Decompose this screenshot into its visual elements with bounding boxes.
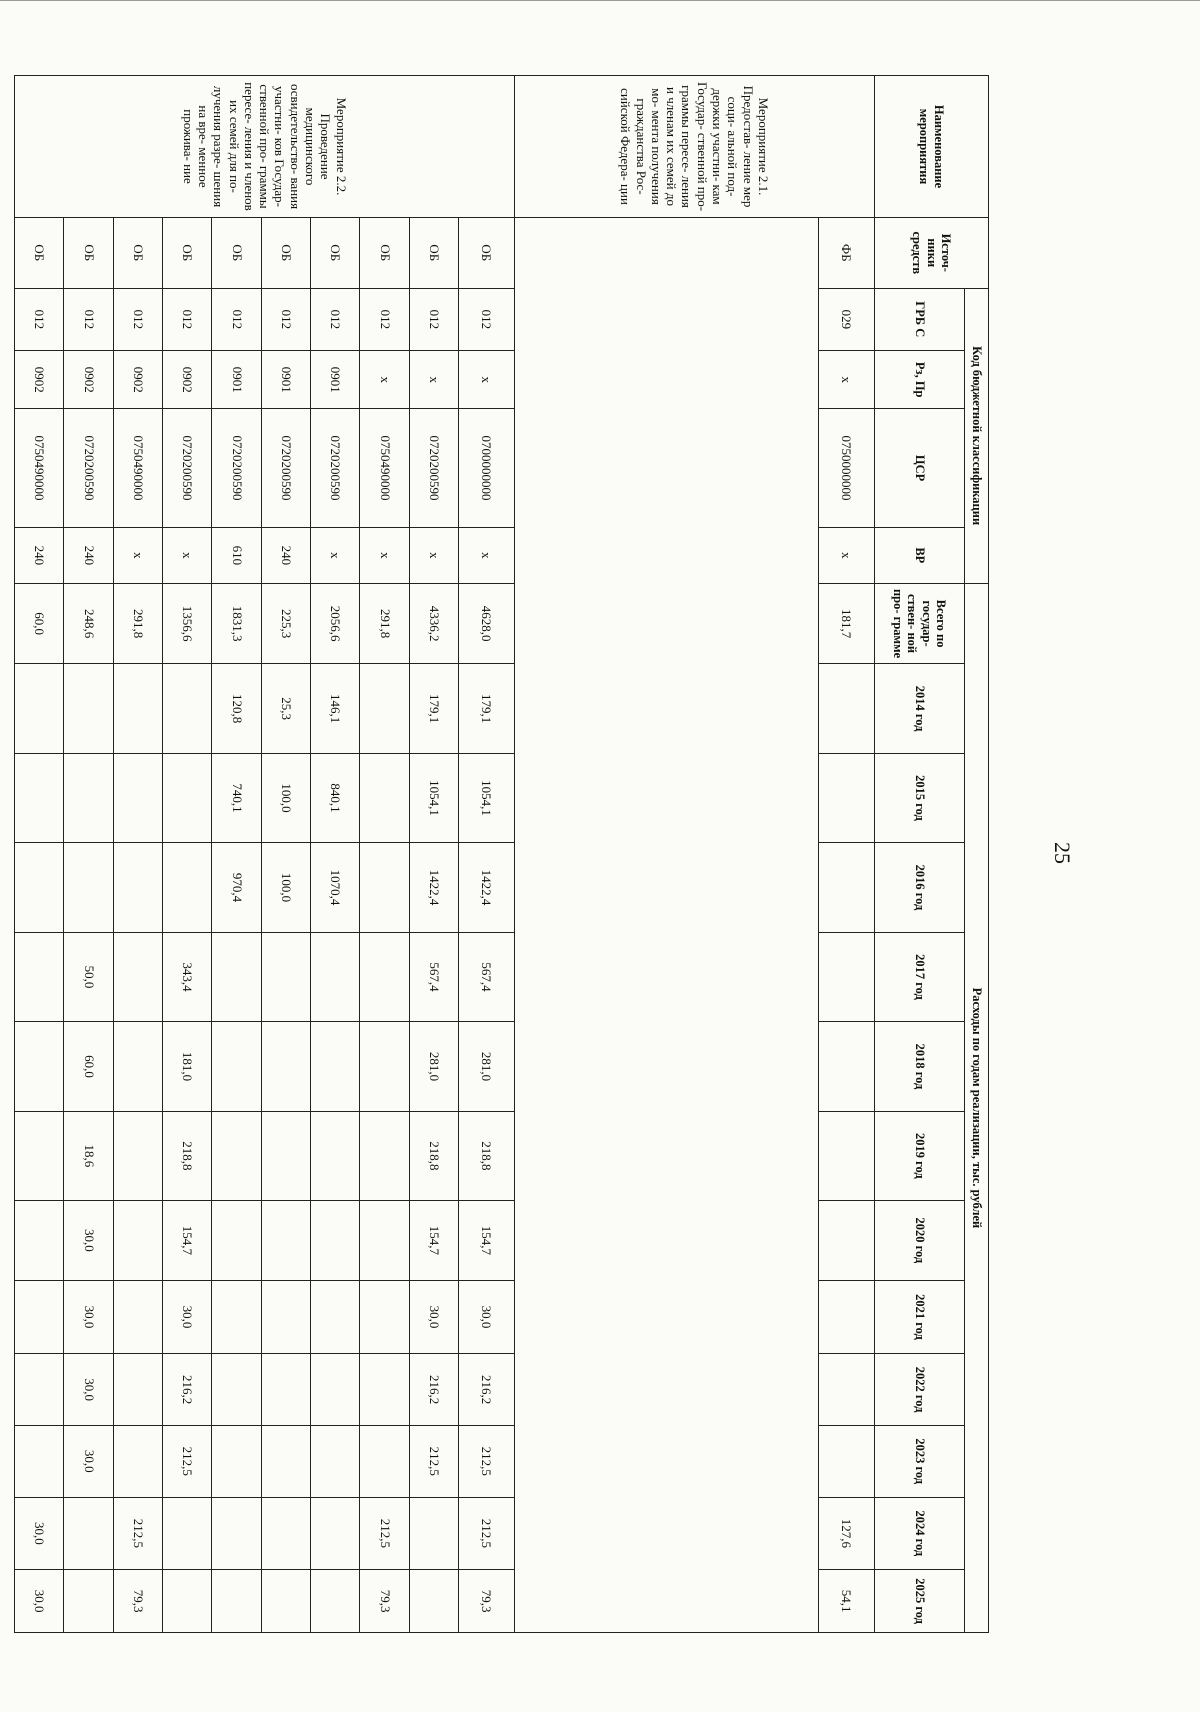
cell-year: 740,1 <box>212 753 261 842</box>
header-year: 2016 год <box>875 843 965 932</box>
cell-year: 216,2 <box>163 1354 212 1426</box>
cell-grbs: 012 <box>163 288 212 351</box>
cell-year <box>360 1425 409 1497</box>
cell-rzpr: 0902 <box>64 351 113 409</box>
page-number: 25 <box>1050 842 1075 864</box>
cell-year: 281,0 <box>459 1022 515 1111</box>
cell-year <box>64 843 113 932</box>
cell-year: 343,4 <box>163 932 212 1021</box>
cell-vr: x <box>311 527 360 583</box>
cell-year: 212,5 <box>360 1497 409 1570</box>
cell-year: 179,1 <box>459 664 515 753</box>
cell-total: 1356,6 <box>163 583 212 664</box>
cell-year <box>212 932 261 1021</box>
cell-year: 154,7 <box>409 1201 458 1280</box>
table-row <box>113 76 162 1633</box>
header-funding-source: Источ- ники средств <box>875 218 989 288</box>
cell-total: 181,7 <box>819 583 875 664</box>
cell-vr: x <box>113 527 162 583</box>
cell-year: 50,0 <box>64 932 113 1021</box>
cell-year <box>261 1354 310 1426</box>
cell-vr: x <box>163 527 212 583</box>
header-year: 2019 год <box>875 1111 965 1200</box>
cell-csr: 0720200590 <box>311 409 360 528</box>
cell-year: 970,4 <box>212 843 261 932</box>
header-event-name: Наименование мероприятия <box>875 76 989 218</box>
cell-year <box>15 1354 64 1426</box>
cell-year: 30,0 <box>163 1280 212 1354</box>
cell-year <box>113 664 162 753</box>
cell-year: 1070,4 <box>311 843 360 932</box>
cell-year <box>360 932 409 1021</box>
cell-rzpr: x <box>459 351 515 409</box>
cell-year <box>409 1570 458 1633</box>
cell-year: 1422,4 <box>459 843 515 932</box>
cell-year <box>311 1497 360 1570</box>
cell-rzpr: 0901 <box>212 351 261 409</box>
cell-vr: x <box>459 527 515 583</box>
cell-year <box>15 753 64 842</box>
cell-year <box>113 1022 162 1111</box>
cell-year: 30,0 <box>409 1280 458 1354</box>
cell-year <box>360 664 409 753</box>
cell-year <box>212 1022 261 1111</box>
cell-year <box>15 1201 64 1280</box>
budget-table <box>14 75 989 1633</box>
cell-source: ОБ <box>459 218 515 288</box>
cell-year: 212,5 <box>459 1497 515 1570</box>
cell-year <box>64 753 113 842</box>
cell-year: 567,4 <box>409 932 458 1021</box>
cell-year <box>163 1497 212 1570</box>
cell-year: 127,6 <box>819 1497 875 1570</box>
cell-year: 25,3 <box>261 664 310 753</box>
cell-year: 120,8 <box>212 664 261 753</box>
cell-year: 1422,4 <box>409 843 458 932</box>
cell-rzpr: 0902 <box>113 351 162 409</box>
cell-rzpr: x <box>819 351 875 409</box>
cell-source: ОБ <box>360 218 409 288</box>
cell-year <box>15 1425 64 1497</box>
cell-total: 4628,0 <box>459 583 515 664</box>
cell-rzpr: 0902 <box>15 351 64 409</box>
cell-year: 79,3 <box>360 1570 409 1633</box>
cell-year <box>261 1111 310 1200</box>
cell-source: ОБ <box>64 218 113 288</box>
cell-csr: 0750490000 <box>113 409 162 528</box>
cell-year: 567,4 <box>459 932 515 1021</box>
cell-total: 291,8 <box>360 583 409 664</box>
header-grbs: ГРБ С <box>875 288 965 351</box>
header-year: 2014 год <box>875 664 965 753</box>
cell-year <box>15 1280 64 1354</box>
cell-year <box>819 1111 875 1200</box>
cell-year: 1054,1 <box>459 753 515 842</box>
cell-year <box>64 664 113 753</box>
cell-year: 30,0 <box>64 1280 113 1354</box>
cell-year <box>261 932 310 1021</box>
cell-year: 216,2 <box>459 1354 515 1426</box>
cell-vr: 610 <box>212 527 261 583</box>
cell-year: 212,5 <box>459 1425 515 1497</box>
cell-year <box>113 1201 162 1280</box>
cell-year <box>15 843 64 932</box>
header-year: 2021 год <box>875 1280 965 1354</box>
table-row <box>212 76 261 1633</box>
header-expenses: Расходы по годам реализации, тыс. рублей <box>965 583 989 1632</box>
cell-year: 30,0 <box>64 1425 113 1497</box>
cell-csr: 0720200590 <box>409 409 458 528</box>
header-total: Всего по государ- ствен- ной про- грамме <box>875 583 965 664</box>
cell-total: 225,3 <box>261 583 310 664</box>
cell-source: ОБ <box>311 218 360 288</box>
cell-year: 212,5 <box>163 1425 212 1497</box>
header-year: 2023 год <box>875 1425 965 1497</box>
cell-year <box>163 1570 212 1633</box>
cell-year <box>409 1497 458 1570</box>
cell-source: ОБ <box>409 218 458 288</box>
cell-year <box>15 932 64 1021</box>
cell-year <box>311 1022 360 1111</box>
cell-total: 60,0 <box>15 583 64 664</box>
header-year: 2022 год <box>875 1354 965 1426</box>
cell-year: 60,0 <box>64 1022 113 1111</box>
header-year: 2018 год <box>875 1022 965 1111</box>
cell-year <box>360 843 409 932</box>
header-year: 2024 год <box>875 1497 965 1570</box>
cell-year: 1054,1 <box>409 753 458 842</box>
cell-year <box>360 1111 409 1200</box>
cell-year: 218,8 <box>459 1111 515 1200</box>
cell-rzpr: x <box>409 351 458 409</box>
cell-year <box>819 932 875 1021</box>
cell-year: 840,1 <box>311 753 360 842</box>
cell-year <box>261 1570 310 1633</box>
cell-vr: 240 <box>64 527 113 583</box>
cell-year <box>360 1022 409 1111</box>
cell-year <box>261 1280 310 1354</box>
cell-year <box>360 753 409 842</box>
cell-total: 248,6 <box>64 583 113 664</box>
cell-source: ОБ <box>15 218 64 288</box>
cell-year: 212,5 <box>113 1497 162 1570</box>
cell-grbs: 012 <box>360 288 409 351</box>
cell-source: ОБ <box>261 218 310 288</box>
cell-rzpr: x <box>360 351 409 409</box>
blank-cell <box>515 218 819 1633</box>
cell-year <box>819 1201 875 1280</box>
cell-year: 30,0 <box>459 1280 515 1354</box>
cell-vr: x <box>409 527 458 583</box>
cell-year <box>360 1201 409 1280</box>
cell-year <box>360 1280 409 1354</box>
cell-grbs: 012 <box>409 288 458 351</box>
cell-year <box>819 753 875 842</box>
cell-year <box>212 1111 261 1200</box>
cell-grbs: 012 <box>212 288 261 351</box>
cell-year: 281,0 <box>409 1022 458 1111</box>
header-year: 2020 год <box>875 1201 965 1280</box>
cell-year <box>64 1497 113 1570</box>
table-row <box>360 76 409 1633</box>
cell-year: 212,5 <box>409 1425 458 1497</box>
cell-vr: 240 <box>15 527 64 583</box>
table-row <box>409 76 458 1633</box>
cell-year: 30,0 <box>15 1497 64 1570</box>
cell-year <box>261 1425 310 1497</box>
cell-rzpr: 0901 <box>311 351 360 409</box>
table-row <box>15 76 64 1633</box>
cell-year <box>113 1111 162 1200</box>
cell-year <box>113 1280 162 1354</box>
cell-year: 154,7 <box>163 1201 212 1280</box>
cell-grbs: 012 <box>64 288 113 351</box>
cell-year <box>212 1570 261 1633</box>
table-row-blank <box>515 76 819 1633</box>
cell-year: 79,3 <box>113 1570 162 1633</box>
cell-total: 1831,3 <box>212 583 261 664</box>
cell-csr: 0720200590 <box>212 409 261 528</box>
header-vr: ВР <box>875 527 965 583</box>
header-budget-code: Код бюджетной классификации <box>965 288 989 583</box>
cell-csr: 0750490000 <box>15 409 64 528</box>
cell-year <box>311 1280 360 1354</box>
cell-vr: x <box>360 527 409 583</box>
cell-rzpr: 0901 <box>261 351 310 409</box>
cell-grbs: 012 <box>261 288 310 351</box>
cell-csr: 0750490000 <box>360 409 409 528</box>
cell-csr: 0720200590 <box>163 409 212 528</box>
cell-year: 30,0 <box>64 1201 113 1280</box>
header-year: 2015 год <box>875 753 965 842</box>
cell-year: 54,1 <box>819 1570 875 1633</box>
cell-grbs: 012 <box>15 288 64 351</box>
cell-year: 179,1 <box>409 664 458 753</box>
cell-year: 218,8 <box>163 1111 212 1200</box>
cell-year <box>15 664 64 753</box>
cell-year <box>311 1201 360 1280</box>
cell-year <box>212 1201 261 1280</box>
cell-year <box>819 843 875 932</box>
cell-total: 291,8 <box>113 583 162 664</box>
table-row <box>261 76 310 1633</box>
cell-year <box>15 1111 64 1200</box>
cell-year: 218,8 <box>409 1111 458 1200</box>
cell-year <box>64 1570 113 1633</box>
cell-source: ОБ <box>163 218 212 288</box>
cell-total: 2056,6 <box>311 583 360 664</box>
header-year: 2025 год <box>875 1570 965 1633</box>
cell-year: 154,7 <box>459 1201 515 1280</box>
cell-source: ОБ <box>113 218 162 288</box>
cell-year: 146,1 <box>311 664 360 753</box>
cell-year <box>311 1354 360 1426</box>
cell-year <box>113 843 162 932</box>
table-row <box>311 76 360 1633</box>
cell-year <box>113 753 162 842</box>
cell-csr: 0720200590 <box>64 409 113 528</box>
cell-grbs: 012 <box>311 288 360 351</box>
cell-grbs: 012 <box>113 288 162 351</box>
cell-year: 100,0 <box>261 753 310 842</box>
cell-year <box>163 843 212 932</box>
cell-csr: 0720200590 <box>261 409 310 528</box>
cell-year <box>819 664 875 753</box>
cell-year <box>311 1570 360 1633</box>
cell-year <box>261 1497 310 1570</box>
cell-year <box>311 932 360 1021</box>
cell-total: 4336,2 <box>409 583 458 664</box>
event-2-2-name: Мероприятие 2.2. Проведение медицинского освидетельство- вания участни- ков Государ- ственной про- граммы пересе- ления и членов их семей для по- лучения разре- шения на вре- менное прожива- ние <box>15 76 515 218</box>
cell-grbs: 029 <box>819 288 875 351</box>
cell-year <box>15 1022 64 1111</box>
cell-year: 79,3 <box>459 1570 515 1633</box>
cell-year <box>212 1280 261 1354</box>
cell-year <box>163 664 212 753</box>
cell-vr: x <box>819 527 875 583</box>
cell-year <box>113 932 162 1021</box>
cell-rzpr: 0902 <box>163 351 212 409</box>
cell-source: ОБ <box>212 218 261 288</box>
cell-year <box>212 1425 261 1497</box>
cell-grbs: 012 <box>459 288 515 351</box>
cell-year: 100,0 <box>261 843 310 932</box>
table-row <box>64 76 113 1633</box>
cell-year <box>212 1497 261 1570</box>
cell-year <box>212 1354 261 1426</box>
header-csr: ЦСР <box>875 409 965 528</box>
cell-source: ФБ <box>819 218 875 288</box>
cell-year: 216,2 <box>409 1354 458 1426</box>
cell-year <box>360 1354 409 1426</box>
cell-vr: 240 <box>261 527 310 583</box>
cell-year <box>819 1425 875 1497</box>
cell-year <box>261 1022 310 1111</box>
table-row <box>459 76 515 1633</box>
cell-year <box>819 1354 875 1426</box>
cell-year <box>113 1425 162 1497</box>
cell-year <box>261 1201 310 1280</box>
cell-year <box>819 1280 875 1354</box>
cell-csr: 0750000000 <box>819 409 875 528</box>
table-row <box>819 76 875 1633</box>
cell-csr: 0700000000 <box>459 409 515 528</box>
cell-year <box>311 1425 360 1497</box>
header-year: 2017 год <box>875 932 965 1021</box>
cell-year: 181,0 <box>163 1022 212 1111</box>
cell-year: 18,6 <box>64 1111 113 1200</box>
cell-year <box>311 1111 360 1200</box>
cell-year: 30,0 <box>15 1570 64 1633</box>
cell-year <box>163 753 212 842</box>
event-2-1-name: Мероприятие 2.1. Предостав- ление мер соци- альной под- держки участни- кам Государ- ственной про- граммы пересе- ления и членам их семей до мо- мента получения гражданства Рос- сийской Федера- ции <box>515 76 875 218</box>
cell-year <box>819 1022 875 1111</box>
cell-year: 30,0 <box>64 1354 113 1426</box>
cell-year <box>113 1354 162 1426</box>
header-rzpr: Рз, Пр <box>875 351 965 409</box>
table-row <box>163 76 212 1633</box>
